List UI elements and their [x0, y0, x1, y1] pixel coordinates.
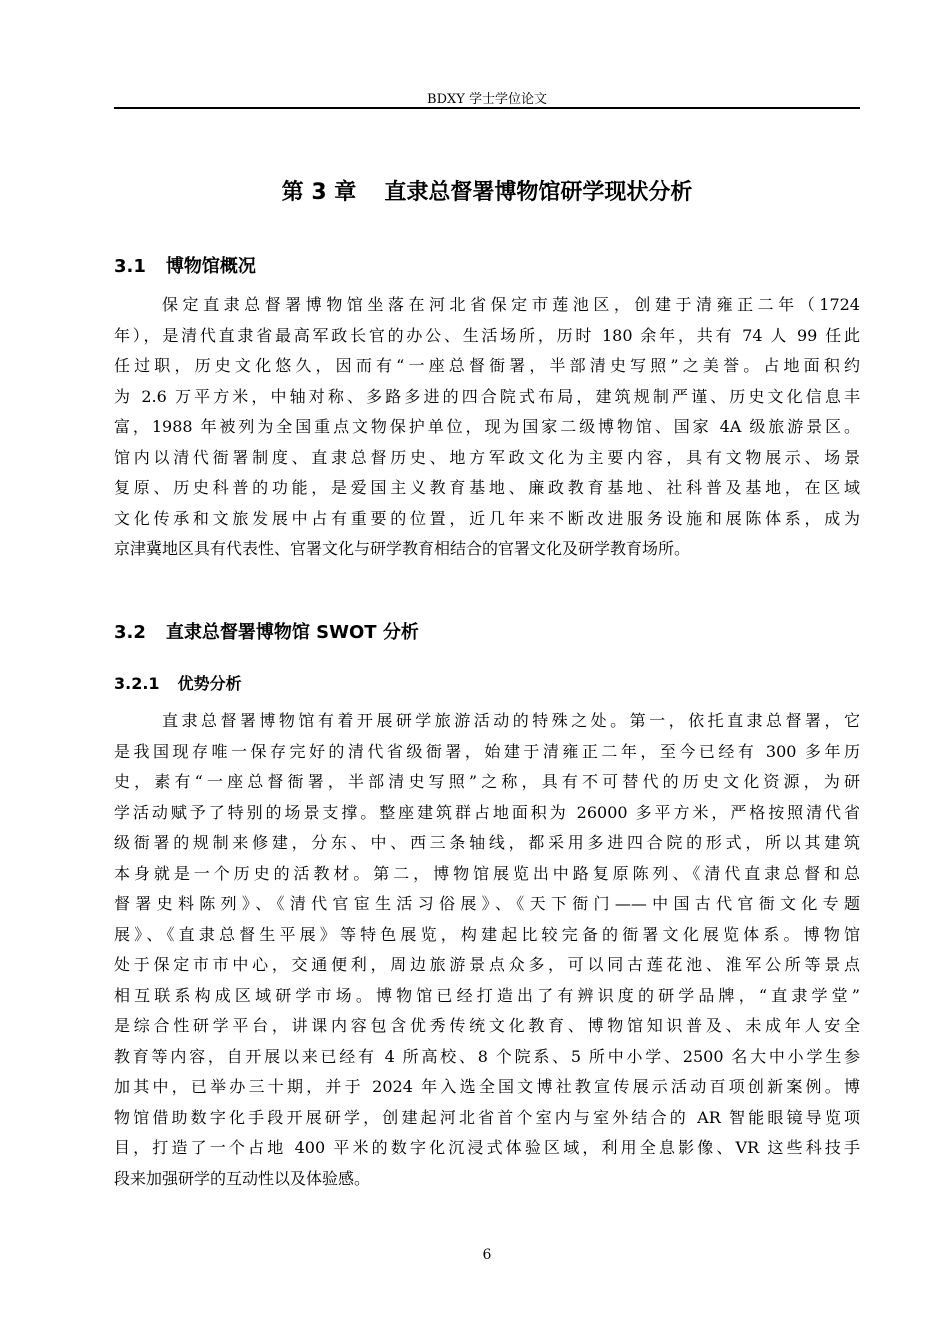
section-title: 博物馆概况 [165, 256, 256, 277]
paragraph-line: 京津冀地区具有代表性、官署文化与研学教育相结合的官署文化及研学教育场所。 [114, 539, 691, 558]
paragraph-line: 物馆借助数字化手段开展研学，创建起河北省首个室内与室外结合的 AR 智能眼镜导览项 [114, 1107, 860, 1127]
header-rule [114, 107, 860, 109]
chapter-title [114, 176, 860, 210]
section-heading-3-2 [114, 620, 419, 646]
paragraph-line: 督署史料陈列》、《清代官宦生活习俗展》、《天下衙门——中国古代官衙文化专题 [114, 894, 860, 913]
chapter-number: 第 3 章 [281, 180, 357, 205]
paragraph-line: 保定直隶总督署博物馆坐落在河北省保定市莲池区，创建于清雍正二年（1724 [162, 295, 860, 314]
paragraph-line: 教育等内容，自开展以来已经有 4 所高校、8 个院系、5 所中小学、2500 名大中小学生参 [114, 1046, 860, 1066]
section-heading-3-1 [114, 254, 256, 280]
paragraph-line: 本身就是一个历史的活教材。第二，博物馆展览出中路复原陈列、《清代直隶总督和总 [114, 863, 860, 883]
paragraph-line: 级衙署的规制来修建，分东、中、西三条轴线，都采用多进四合院的形式，所以其建筑 [114, 833, 860, 852]
paragraph-line: 加其中，已举办三十期，并于 2024 年入选全国文博社教宣传展示活动百项创新案例。博 [114, 1077, 860, 1096]
paragraph-line: 任过职，历史文化悠久，因而有“一座总督衙署，半部清史写照”之美誉。占地面积约 [114, 356, 860, 375]
paragraph-line: 史，素有“一座总督衙署，半部清史写照”之称，具有不可替代的历史文化资源，为研 [114, 772, 860, 791]
paragraph-line: 处于保定市市中心，交通便利，周边旅游景点众多，可以同古莲花池、淮军公所等景点 [114, 955, 860, 974]
paragraph-line: 相互联系构成区域研学市场。博物馆已经打造出了有辨识度的研学品牌，“直隶学堂” [114, 985, 860, 1005]
page-number: 6 [482, 1247, 492, 1263]
subsection-heading-3-2-1 [114, 672, 242, 696]
paragraph-line: 直隶总督署博物馆有着开展研学旅游活动的特殊之处。第一，依托直隶总督署，它 [162, 711, 860, 730]
paragraph-line: 段来加强研学的互动性以及体验感。 [114, 1168, 371, 1188]
paragraph-strengths [114, 706, 860, 1194]
paragraph-line: 馆内以清代衙署制度、直隶总督历史、地方军政文化为主要内容，具有文物展示、场景 [114, 447, 860, 467]
subsection-title: 优势分析 [177, 674, 242, 693]
paragraph-line: 为 2.6 万平方米，中轴对称、多路多进的四合院式布局，建筑规制严谨、历史文化信息丰 [114, 386, 860, 406]
paragraph-line: 目，打造了一个占地 400 平米的数字化沉浸式体验区域，利用全息影像、VR 这些科技手 [114, 1138, 860, 1157]
paragraph-line: 年），是清代直隶省最高军政长官的办公、生活场所，历时 180 余年，共有 74 人 99 任此 [114, 325, 860, 345]
section-number: 3.1 [114, 256, 146, 277]
paragraph-line: 展》、《直隶总督生平展》等特色展览，构建起比较完备的衙署文化展览体系。博物馆 [114, 924, 860, 944]
paragraph-line: 文化传承和文旅发展中占有重要的位置，近几年来不断改进服务设施和展陈体系，成为 [114, 508, 860, 528]
paragraph-line: 是我国现存唯一保存完好的清代省级衙署，始建于清雍正二年，至今已经有 300 多年历 [114, 741, 860, 761]
section-title: 直隶总督署博物馆 SWOT 分析 [165, 622, 419, 643]
section-number: 3.2 [114, 622, 146, 643]
paragraph-line: 是综合性研学平台，讲课内容包含优秀传统文化教育、博物馆知识普及、未成年人安全 [114, 1016, 860, 1035]
paragraph-line: 学活动赋予了特别的场景支撑。整座建筑群占地面积为 26000 多平方米，严格按照清代省 [114, 802, 860, 822]
paragraph-line: 富，1988 年被列为全国重点文物保护单位，现为国家二级博物馆、国家 4A 级旅游景区。 [114, 417, 860, 436]
subsection-number: 3.2.1 [114, 674, 160, 693]
paragraph-line: 复原、历史科普的功能，是爱国主义教育基地、廉政教育基地、社科普及基地，在区域 [114, 478, 860, 497]
running-header: BDXY 学士学位论文 [427, 92, 547, 107]
paragraph-museum-overview [114, 290, 860, 565]
chapter-title-text: 直隶总督署博物馆研学现状分析 [384, 180, 693, 205]
